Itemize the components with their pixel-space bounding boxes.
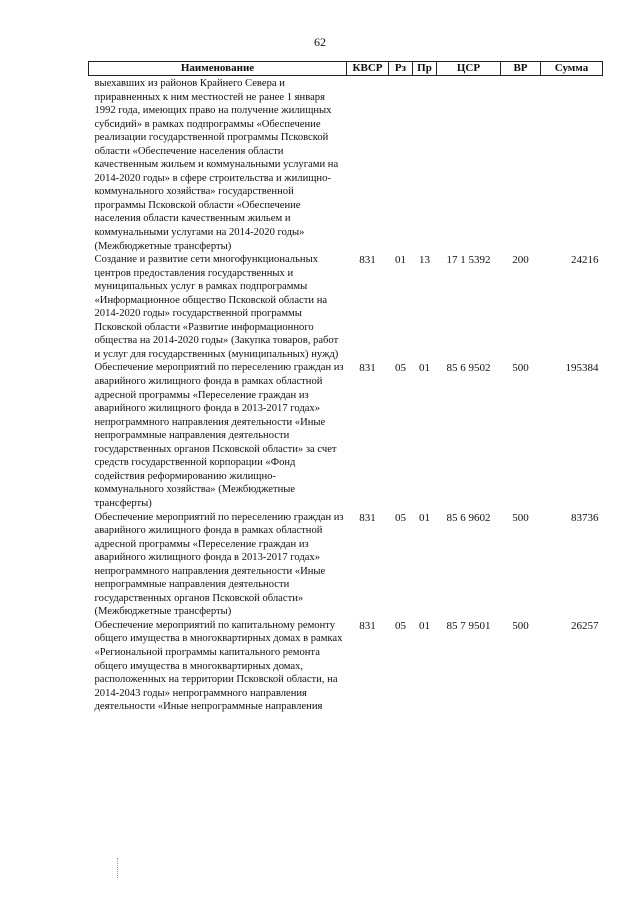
header-csr: ЦСР	[437, 62, 501, 76]
row-kvsr: 831	[359, 511, 376, 524]
row-pr: 13	[419, 254, 430, 267]
row-csr: 85 6 9502	[446, 362, 491, 375]
row-sum: 83736	[571, 511, 599, 524]
row-csr: 85 6 9602	[446, 511, 491, 524]
row-rz: 05	[395, 362, 406, 375]
table-header-row	[89, 62, 603, 76]
row-sum: 24216	[571, 254, 599, 267]
table-row	[89, 253, 603, 361]
row-vr: 500	[512, 511, 529, 524]
row-vr: 500	[512, 619, 529, 632]
header-vr: ВР	[501, 62, 541, 76]
row-rz: 01	[395, 254, 406, 267]
row-pr: 01	[419, 619, 430, 632]
header-pr: Пр	[413, 62, 437, 76]
table-row	[89, 76, 603, 254]
row-kvsr: 831	[359, 254, 376, 267]
row-csr: 17 1 5392	[446, 254, 491, 267]
header-rz: Рз	[389, 62, 413, 76]
row-rz: 05	[395, 511, 406, 524]
table-row	[89, 619, 603, 714]
page-number: 62	[314, 35, 326, 49]
row-name-continuation: выехавших из районов Крайнего Севера и приравненных к ним местностей не ранее 1 января 1992 года, имеющих право на получение жилищных субсидий» в рамках подпрограммы «Обеспечение реализации государственной программы Псковской области «Обеспечение населения области качественным жильем и коммунальными услугами на 2014-2020 годы» в сфере строительства и жилищно-коммунального хозяйства» государственной программы Псковской области «Обеспечение населения области качественным жильем и коммунальными услугами на 2014-2020 годы» (Межбюджетные трансферты)	[94, 78, 339, 252]
row-kvsr: 831	[359, 619, 376, 632]
row-name: Создание и развитие сети многофункциональных центров предоставления государственных и муниципальных услуг в рамках подпрограммы «Информационное общество Псковской области на 2014-2020 годы» государственной программы Псковской области «Развитие информационного общества на 2014-2020 годы» (Закупка товаров, работ и услуг для государственных (муниципальных) нужд)	[94, 254, 339, 360]
row-sum: 195384	[565, 362, 599, 375]
scan-artifact	[117, 858, 120, 878]
row-rz: 05	[395, 619, 406, 632]
row-pr: 01	[419, 511, 430, 524]
row-csr: 85 7 9501	[446, 619, 491, 632]
header-name: Наименование	[89, 62, 347, 76]
header-sum: Сумма	[541, 62, 603, 76]
table-row	[89, 361, 603, 510]
table-row	[89, 511, 603, 619]
row-pr: 01	[419, 362, 430, 375]
row-vr: 200	[512, 254, 529, 267]
header-kvsr: КВСР	[347, 62, 389, 76]
row-name: Обеспечение мероприятий по переселению граждан из аварийного жилищного фонда в рамках областной адресной программы «Переселение граждан из аварийного жилищного фонда в 2013-2017 годах» непрограммного направления деятельности «Иные непрограммные направления деятельности государственных органов Псковской области» за счет средств государственной корпорации «Фонд содействия реформированию жилищно-коммунального хозяйства» (Межбюджетные трансферты)	[94, 362, 344, 509]
row-vr: 500	[512, 362, 529, 375]
budget-table	[88, 61, 603, 714]
row-name: Обеспечение мероприятий по переселению граждан из аварийного жилищного фонда в рамках областной адресной программы «Переселение граждан из аварийного жилищного фонда в 2013-2017 годах» непрограммного направления деятельности «Иные непрограммные направления деятельности государственных органов Псковской области» (Межбюджетные трансферты)	[94, 511, 344, 618]
row-name: Обеспечение мероприятий по капитальному ремонту общего имущества в многоквартирных домах в рамках «Региональной программы капитального ремонта общего имущества в многоквартирных домах, расположенных на территории Псковской области, на 2014-2043 годы» непрограммного направления деятельности «Иные непрограммные направления	[94, 619, 343, 713]
row-sum: 26257	[571, 619, 599, 632]
row-kvsr: 831	[359, 362, 376, 375]
